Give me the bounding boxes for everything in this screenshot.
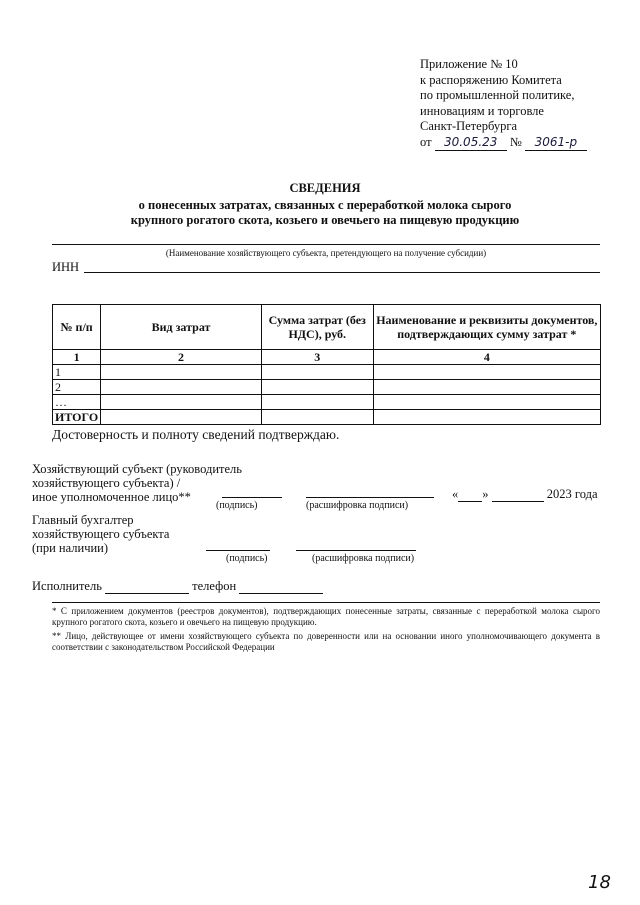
date-year: 2023 года [546, 487, 598, 501]
annex-block [420, 57, 587, 151]
head-signature-caption: (подпись) [216, 500, 258, 511]
confirmation-text: Достоверность и полноту сведений подтверждаю. [52, 427, 340, 442]
head-decode-line [306, 497, 434, 498]
annex-no-label: № [509, 134, 522, 149]
header-num: № п/п [53, 305, 101, 350]
accountant-decode-line [296, 550, 416, 551]
row-index: 2 [53, 380, 101, 395]
table-row [53, 380, 601, 395]
date-day-blank [458, 487, 482, 502]
accountant-line-1: Главный бухгалтер [32, 513, 134, 527]
head-decode-caption: (расшифровка подписи) [306, 500, 409, 511]
col-number: 4 [373, 350, 600, 365]
accountant-decode-caption: (расшифровка подписи) [312, 553, 415, 564]
table-row [53, 395, 601, 410]
col-number: 3 [261, 350, 373, 365]
executor-label: Исполнитель [32, 579, 102, 593]
annex-line-4: инновациям и торговле [420, 103, 544, 118]
accountant-line-2: хозяйствующего субъекта [32, 527, 170, 541]
table-cell [101, 395, 262, 410]
total-row [53, 410, 601, 425]
footnote-2: ** Лицо, действующее от имени хозяйствующего субъекта по доверенности или на основании иного уполномочивающего документа в соответствии с законодательством Российской Федерации [52, 631, 600, 652]
title-line-2: крупного рогатого скота, козьего и овечьего на пищевую продукцию [130, 213, 520, 227]
inn-label: ИНН [52, 260, 80, 274]
costs-table [52, 304, 601, 425]
table-cell [261, 365, 373, 380]
table-cell [101, 380, 262, 395]
accountant-signature-caption: (подпись) [226, 553, 268, 564]
entity-name-line [52, 244, 600, 245]
annex-line-5: Санкт-Петербурга [420, 119, 518, 133]
inn-line [84, 272, 600, 273]
table-cell [261, 380, 373, 395]
header-sum: Сумма затрат (без НДС), руб. [261, 305, 373, 350]
col-number: 1 [53, 350, 101, 365]
footnote-1: * С приложением документов (реестров документов), подтверждающих понесенные затраты, связанные с переработкой молока сырого крупного рогатого скота, козьего и овечьего на пищевую продукцию. [52, 606, 600, 627]
table-cell [101, 365, 262, 380]
title-line-1: о понесенных затратах, связанных с переработкой молока сырого [138, 198, 512, 212]
document-title: СВЕДЕНИЯ [289, 181, 361, 195]
table-cell [261, 410, 373, 425]
entity-caption: (Наименование хозяйствующего субъекта, претендующего на получение субсидии) [165, 248, 487, 258]
date-close-quote: » [482, 487, 489, 501]
table-row [53, 365, 601, 380]
page-number: 18 [588, 872, 611, 893]
table-cell [373, 395, 600, 410]
head-signer-line-2: хозяйствующего субъекта) / [32, 476, 181, 490]
annex-from-label: от [420, 134, 432, 149]
annex-date: 30.05.23 [435, 135, 507, 152]
executor-blank [105, 579, 189, 594]
annex-number: 3061-р [525, 135, 587, 152]
table-cell [373, 380, 600, 395]
footnote-separator [52, 602, 600, 603]
accountant-signature-line [206, 550, 270, 551]
executor-field [32, 579, 323, 594]
phone-label: телефон [192, 579, 237, 593]
head-signer-line-3: иное уполномоченное лицо** [32, 490, 191, 504]
table-header-row [53, 305, 601, 350]
annex-line-2: к распоряжению Комитета [420, 72, 562, 87]
date-field [452, 487, 598, 502]
annex-line-3: по промышленной политике, [420, 88, 575, 102]
col-number: 2 [101, 350, 262, 365]
row-index: 1 [53, 365, 101, 380]
table-cell [261, 395, 373, 410]
accountant-line-3: (при наличии) [32, 541, 109, 555]
table-cell [373, 410, 600, 425]
phone-blank [239, 579, 323, 594]
header-docs: Наименование и реквизиты документов, подтверждающих сумму затрат * [373, 305, 600, 350]
head-signature-line [222, 497, 282, 498]
total-label: ИТОГО [53, 410, 101, 425]
header-type: Вид затрат [101, 305, 262, 350]
table-cell [373, 365, 600, 380]
annex-line-1: Приложение № 10 [420, 57, 518, 71]
head-signer-line-1: Хозяйствующий субъект (руководитель [32, 462, 242, 476]
column-numbers-row [53, 350, 601, 365]
row-index: … [53, 395, 101, 410]
table-cell [101, 410, 262, 425]
date-month-blank [492, 487, 544, 502]
date-open-quote: « [452, 487, 459, 501]
annex-date-line [420, 135, 587, 152]
